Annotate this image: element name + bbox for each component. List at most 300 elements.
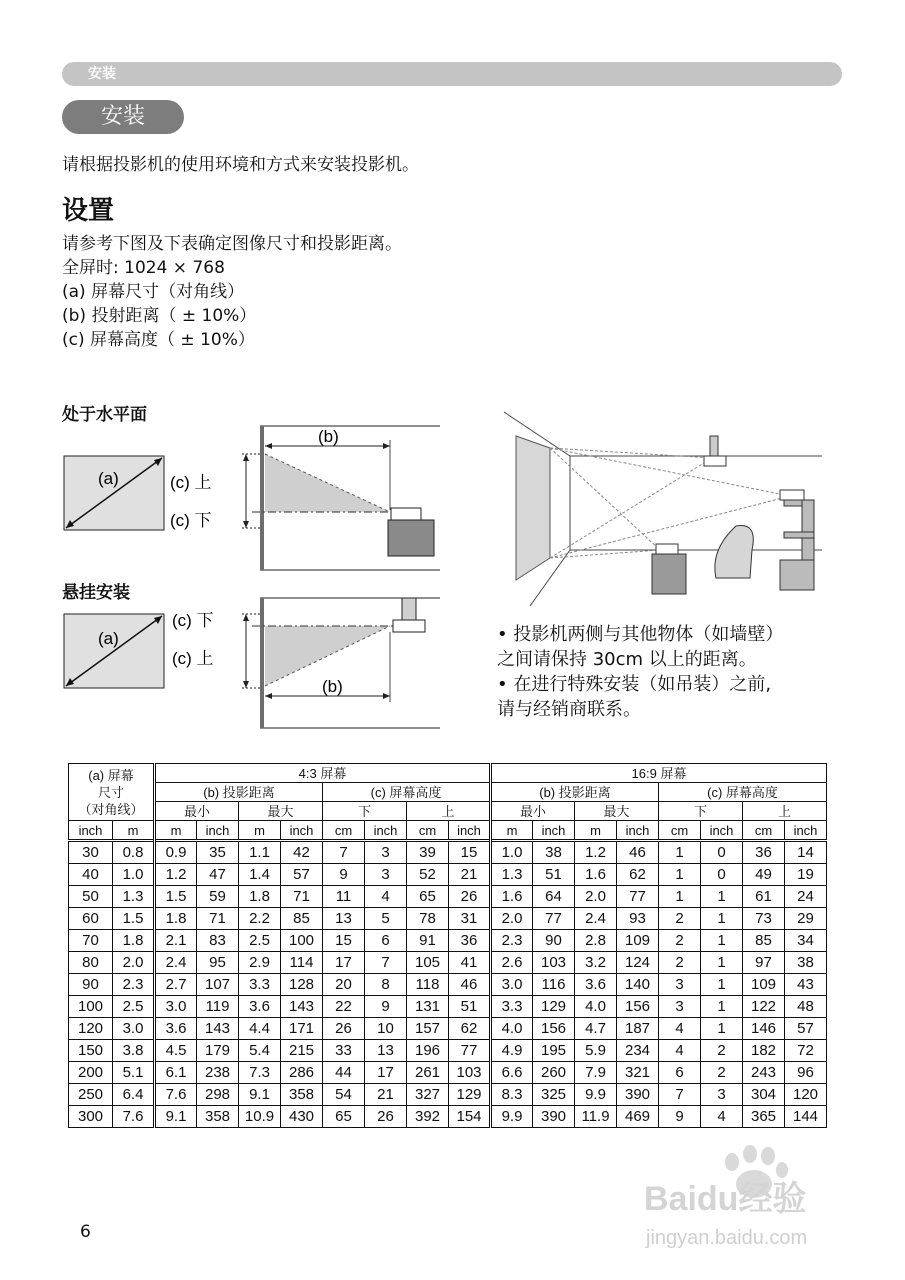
table — [388, 520, 434, 556]
table-cell: 1 — [701, 952, 743, 974]
table-cell: 48 — [785, 996, 827, 1018]
table-cell: 38 — [785, 952, 827, 974]
table-cell: 2.5 — [113, 996, 155, 1018]
table-cell: 2.5 — [239, 930, 281, 952]
table-cell: 1.0 — [113, 864, 155, 886]
min-header: 最小 — [491, 802, 575, 821]
table-cell: 11 — [323, 886, 365, 908]
table-cell: 96 — [785, 1062, 827, 1084]
horizontal-install-diagram — [60, 420, 450, 580]
table-cell: 2.0 — [491, 908, 533, 930]
col-a-header-line: 尺寸 — [97, 784, 124, 800]
table-cell: 26 — [449, 886, 491, 908]
table-cell: 2.4 — [155, 952, 197, 974]
table-cell: 70 — [69, 930, 113, 952]
table-cell: 59 — [197, 886, 239, 908]
table-cell: 3.6 — [239, 996, 281, 1018]
table-cell: 1.3 — [491, 864, 533, 886]
table-cell: 7.9 — [575, 1062, 617, 1084]
table-cell: 157 — [407, 1018, 449, 1040]
table-cell: 51 — [533, 864, 575, 886]
table-cell: 0 — [701, 864, 743, 886]
table-cell: 77 — [533, 908, 575, 930]
table-cell: 7 — [365, 952, 407, 974]
table-cell: 40 — [69, 864, 113, 886]
intro-text: 请根据投影机的使用环境和方式来安装投影机。 — [62, 155, 419, 175]
table-cell: 358 — [281, 1084, 323, 1106]
table-cell: 85 — [743, 930, 785, 952]
section-header-bar — [62, 62, 842, 86]
table-cell: 116 — [533, 974, 575, 996]
unit-header: cm — [659, 821, 701, 841]
col-a-header-line: （对角线） — [78, 801, 144, 817]
note-line: 之间请保持 30cm 以上的距离。 — [497, 649, 757, 670]
suspended-install-diagram — [60, 596, 450, 736]
table-cell: 62 — [449, 1018, 491, 1040]
section-title-pill — [62, 100, 184, 134]
table-cell: 182 — [743, 1040, 785, 1062]
table-cell: 131 — [407, 996, 449, 1018]
table-cell: 9.1 — [155, 1106, 197, 1128]
table-cell: 4 — [701, 1106, 743, 1128]
table-cell: 9 — [659, 1106, 701, 1128]
table-cell: 1.5 — [113, 908, 155, 930]
table-cell: 77 — [449, 1040, 491, 1062]
watermark-brand: Baidu经验 — [644, 1180, 807, 1218]
page-number: 6 — [80, 1222, 91, 1242]
table-cell: 95 — [197, 952, 239, 974]
unit-header: inch — [365, 821, 407, 841]
table-cell: 33 — [323, 1040, 365, 1062]
unit-header: m — [113, 821, 155, 841]
table-cell: 3 — [365, 841, 407, 864]
unit-header: inch — [785, 821, 827, 841]
table-cell: 3 — [659, 974, 701, 996]
table-cell: 365 — [743, 1106, 785, 1128]
table-cell: 77 — [617, 886, 659, 908]
table-cell: 143 — [197, 1018, 239, 1040]
table-cell: 4.7 — [575, 1018, 617, 1040]
table-cell: 3.0 — [491, 974, 533, 996]
max-header: 最大 — [239, 802, 323, 821]
table-cell: 103 — [533, 952, 575, 974]
unit-header: inch — [197, 821, 239, 841]
table-cell: 61 — [743, 886, 785, 908]
table-cell: 171 — [281, 1018, 323, 1040]
table-cell: 119 — [197, 996, 239, 1018]
table-cell: 1 — [659, 841, 701, 864]
table-cell: 14 — [785, 841, 827, 864]
table-cell: 5 — [365, 908, 407, 930]
table-row — [69, 886, 827, 908]
table-cell: 261 — [407, 1062, 449, 1084]
table-cell: 234 — [617, 1040, 659, 1062]
table-cell: 304 — [743, 1084, 785, 1106]
table-cell: 9.9 — [491, 1106, 533, 1128]
table-cell: 128 — [281, 974, 323, 996]
table-cell: 0 — [701, 841, 743, 864]
table-cell: 1.8 — [155, 908, 197, 930]
table-row — [69, 974, 827, 996]
watermark-url: jingyan.baidu.com — [646, 1227, 808, 1249]
table-cell: 120 — [69, 1018, 113, 1040]
table-cell: 195 — [533, 1040, 575, 1062]
baidu-watermark — [640, 1140, 870, 1260]
table-cell: 7.6 — [155, 1084, 197, 1106]
table-cell: 41 — [449, 952, 491, 974]
table-cell: 13 — [323, 908, 365, 930]
table-cell: 118 — [407, 974, 449, 996]
unit-header: inch — [449, 821, 491, 841]
label-c-upper: (c) 上 — [172, 649, 214, 668]
table-cell: 107 — [197, 974, 239, 996]
col-a-header-line: (a) 屏幕 — [88, 767, 134, 783]
col-a-header — [69, 764, 155, 821]
table-cell: 3 — [659, 996, 701, 1018]
table-cell: 90 — [533, 930, 575, 952]
table-cell: 4 — [365, 886, 407, 908]
unit-header: cm — [323, 821, 365, 841]
table-cell: 1.5 — [155, 886, 197, 908]
table-cell: 73 — [743, 908, 785, 930]
table-cell: 179 — [197, 1040, 239, 1062]
table-cell: 91 — [407, 930, 449, 952]
unit-header: m — [239, 821, 281, 841]
table-cell: 327 — [407, 1084, 449, 1106]
table-cell: 4.0 — [491, 1018, 533, 1040]
table-cell: 109 — [743, 974, 785, 996]
table-cell: 39 — [407, 841, 449, 864]
table-cell: 215 — [281, 1040, 323, 1062]
upper-header: 上 — [407, 802, 491, 821]
table-row — [69, 930, 827, 952]
table-cell: 2.0 — [113, 952, 155, 974]
ceiling-projector — [704, 456, 726, 466]
group-4-3-header: 4:3 屏幕 — [155, 764, 491, 783]
table-cell: 17 — [323, 952, 365, 974]
shelf-projector — [780, 490, 804, 500]
table-cell: 1.0 — [491, 841, 533, 864]
table-cell: 1.1 — [239, 841, 281, 864]
table-cell: 5.9 — [575, 1040, 617, 1062]
label-b: (b) — [322, 677, 343, 696]
table-cell: 49 — [743, 864, 785, 886]
unit-header: m — [491, 821, 533, 841]
table-cell: 129 — [533, 996, 575, 1018]
table-cell: 187 — [617, 1018, 659, 1040]
table-cell: 1.3 — [113, 886, 155, 908]
table-cell: 65 — [407, 886, 449, 908]
unit-header: inch — [701, 821, 743, 841]
table-cell: 243 — [743, 1062, 785, 1084]
table-cell: 3.8 — [113, 1040, 155, 1062]
table-cell: 4.0 — [575, 996, 617, 1018]
c-header-43: (c) 屏幕高度 — [323, 783, 491, 802]
table-projector — [656, 544, 678, 554]
table-cell: 1.4 — [239, 864, 281, 886]
table-cell: 2.6 — [491, 952, 533, 974]
table-cell: 6 — [365, 930, 407, 952]
table-cell: 298 — [197, 1084, 239, 1106]
lower-header: 下 — [659, 802, 743, 821]
table-cell: 5.4 — [239, 1040, 281, 1062]
table-cell: 4.9 — [491, 1040, 533, 1062]
table-cell: 390 — [533, 1106, 575, 1128]
table-cell: 9 — [323, 864, 365, 886]
table-cell: 3.6 — [155, 1018, 197, 1040]
table-cell: 71 — [281, 886, 323, 908]
table-cell: 3 — [365, 864, 407, 886]
horizontal-diagram-title: 处于水平面 — [62, 405, 147, 425]
table-cell: 2 — [659, 952, 701, 974]
table-cell: 34 — [785, 930, 827, 952]
unit-header: cm — [407, 821, 449, 841]
table-cell: 1.8 — [239, 886, 281, 908]
unit-header: cm — [743, 821, 785, 841]
table-cell: 10.9 — [239, 1106, 281, 1128]
setup-instructions — [62, 232, 402, 352]
min-header: 最小 — [155, 802, 239, 821]
table-cell: 80 — [69, 952, 113, 974]
table-cell: 4 — [659, 1040, 701, 1062]
lower-header: 下 — [323, 802, 407, 821]
table-cell: 0.8 — [113, 841, 155, 864]
table-cell: 1 — [701, 1018, 743, 1040]
table-cell: 35 — [197, 841, 239, 864]
table-cell: 321 — [617, 1062, 659, 1084]
table-cell: 15 — [449, 841, 491, 864]
unit-header: inch — [69, 821, 113, 841]
setup-line: 请参考下图及下表确定图像尺寸和投影距离。 — [62, 234, 402, 254]
table-cell: 1 — [701, 974, 743, 996]
table-cell: 9.9 — [575, 1084, 617, 1106]
table-cell: 1 — [701, 996, 743, 1018]
table-cell: 52 — [407, 864, 449, 886]
unit-header: inch — [281, 821, 323, 841]
note-line: • 投影机两侧与其他物体（如墙壁） — [497, 624, 784, 645]
label-c-lower: (c) 下 — [172, 611, 214, 630]
table-cell: 6 — [659, 1062, 701, 1084]
table-cell: 78 — [407, 908, 449, 930]
table-cell: 3.3 — [239, 974, 281, 996]
unit-header: m — [575, 821, 617, 841]
table-cell: 7 — [659, 1084, 701, 1106]
table-cell: 43 — [785, 974, 827, 996]
table-cell: 358 — [197, 1106, 239, 1128]
unit-header: inch — [617, 821, 659, 841]
table-cell: 154 — [449, 1106, 491, 1128]
table-cell: 156 — [617, 996, 659, 1018]
table-cell: 46 — [449, 974, 491, 996]
table-cell: 390 — [617, 1084, 659, 1106]
table-cell: 430 — [281, 1106, 323, 1128]
table-cell: 85 — [281, 908, 323, 930]
table-cell: 29 — [785, 908, 827, 930]
table-cell: 11.9 — [575, 1106, 617, 1128]
table-cell: 0.9 — [155, 841, 197, 864]
table-cell: 1 — [659, 864, 701, 886]
table-cell: 6.6 — [491, 1062, 533, 1084]
table-cell: 146 — [743, 1018, 785, 1040]
table-cell: 105 — [407, 952, 449, 974]
table-cell: 1.8 — [113, 930, 155, 952]
table-row — [69, 1040, 827, 1062]
table-cell: 2.1 — [155, 930, 197, 952]
b-header-43: (b) 投影距离 — [155, 783, 323, 802]
table-row — [69, 1084, 827, 1106]
table-cell: 44 — [323, 1062, 365, 1084]
table-cell: 38 — [533, 841, 575, 864]
table-cell: 4.4 — [239, 1018, 281, 1040]
table-cell: 3.2 — [575, 952, 617, 974]
table-cell: 36 — [449, 930, 491, 952]
table-cell: 114 — [281, 952, 323, 974]
table-cell: 2.9 — [239, 952, 281, 974]
table-cell: 30 — [69, 841, 113, 864]
table-cell: 144 — [785, 1106, 827, 1128]
table-cell: 1 — [701, 886, 743, 908]
table-row — [69, 864, 827, 886]
suspended-diagram-title: 悬挂安装 — [62, 583, 130, 603]
max-header: 最大 — [575, 802, 659, 821]
table-cell: 1.2 — [155, 864, 197, 886]
table-cell: 122 — [743, 996, 785, 1018]
room-clearance-illustration — [500, 410, 830, 610]
setup-title: 设置 — [62, 196, 115, 226]
table-cell: 2.0 — [575, 886, 617, 908]
table-cell: 300 — [69, 1106, 113, 1128]
setup-line: (c) 屏幕高度（ ± 10%） — [62, 330, 255, 350]
label-c-upper: (c) 上 — [170, 473, 212, 492]
table-cell: 3.3 — [491, 996, 533, 1018]
setup-line: 全屏时: 1024 × 768 — [62, 258, 225, 278]
table-cell: 50 — [69, 886, 113, 908]
table-cell: 3.0 — [155, 996, 197, 1018]
table-cell: 2.2 — [239, 908, 281, 930]
c-header-169: (c) 屏幕高度 — [659, 783, 827, 802]
table-cell: 9.1 — [239, 1084, 281, 1106]
section-header-label: 安装 — [88, 66, 116, 82]
table-cell: 10 — [365, 1018, 407, 1040]
table-body — [69, 841, 827, 1128]
table-cell: 6.4 — [113, 1084, 155, 1106]
table-cell: 62 — [617, 864, 659, 886]
unit-header: inch — [533, 821, 575, 841]
table-cell: 2.7 — [155, 974, 197, 996]
table-cell: 22 — [323, 996, 365, 1018]
table-cell: 36 — [743, 841, 785, 864]
table-cell: 97 — [743, 952, 785, 974]
table-row — [69, 1106, 827, 1128]
table-cell: 260 — [533, 1062, 575, 1084]
screen-panel — [516, 436, 550, 580]
table-cell: 124 — [617, 952, 659, 974]
table-cell: 2.3 — [491, 930, 533, 952]
table-cell: 21 — [365, 1084, 407, 1106]
table-cell: 65 — [323, 1106, 365, 1128]
table-cell: 17 — [365, 1062, 407, 1084]
table-cell: 103 — [449, 1062, 491, 1084]
table-cell: 5.1 — [113, 1062, 155, 1084]
table-cell: 120 — [785, 1084, 827, 1106]
table-cell: 109 — [617, 930, 659, 952]
table-cell: 250 — [69, 1084, 113, 1106]
table-cell: 238 — [197, 1062, 239, 1084]
table-cell: 7.3 — [239, 1062, 281, 1084]
note-line: • 在进行特殊安装（如吊装）之前, — [497, 674, 772, 695]
table-cell: 1 — [701, 930, 743, 952]
table-cell: 8.3 — [491, 1084, 533, 1106]
table-cell: 1.6 — [491, 886, 533, 908]
table-cell: 24 — [785, 886, 827, 908]
wall-screen — [260, 426, 264, 570]
table-cell: 31 — [449, 908, 491, 930]
table-cell: 3 — [701, 1084, 743, 1106]
table-cell: 100 — [69, 996, 113, 1018]
table-cell: 7 — [323, 841, 365, 864]
table-cell: 19 — [785, 864, 827, 886]
setup-line: (b) 投射距离（ ± 10%） — [62, 306, 257, 326]
group-16-9-header: 16:9 屏幕 — [491, 764, 827, 783]
section-title-label: 安装 — [100, 104, 145, 129]
table-cell: 100 — [281, 930, 323, 952]
table-cell: 325 — [533, 1084, 575, 1106]
upper-header: 上 — [743, 802, 827, 821]
table-cell: 26 — [365, 1106, 407, 1128]
table-cell: 286 — [281, 1062, 323, 1084]
ceiling-mount — [402, 598, 416, 620]
table-row — [69, 841, 827, 864]
table-cell: 2 — [701, 1062, 743, 1084]
table-cell: 2.8 — [575, 930, 617, 952]
setup-line: (a) 屏幕尺寸（对角线） — [62, 282, 245, 302]
table-cell: 93 — [617, 908, 659, 930]
table-cell: 2.4 — [575, 908, 617, 930]
table-cell: 4.5 — [155, 1040, 197, 1062]
table-cell: 2 — [659, 930, 701, 952]
unit-header: m — [155, 821, 197, 841]
projection-distance-table — [68, 763, 827, 1128]
table-cell: 60 — [69, 908, 113, 930]
table-cell: 9 — [365, 996, 407, 1018]
table-cell: 64 — [533, 886, 575, 908]
table-cell: 196 — [407, 1040, 449, 1062]
wall-screen — [260, 598, 264, 728]
table-cell: 1.6 — [575, 864, 617, 886]
table-cell: 7.6 — [113, 1106, 155, 1128]
table-row — [69, 908, 827, 930]
table-cell: 54 — [323, 1084, 365, 1106]
table-cell: 46 — [617, 841, 659, 864]
table-cell: 51 — [449, 996, 491, 1018]
table-cell: 21 — [449, 864, 491, 886]
table-cell: 13 — [365, 1040, 407, 1062]
table-cell: 469 — [617, 1106, 659, 1128]
table-cell: 156 — [533, 1018, 575, 1040]
table-cell: 140 — [617, 974, 659, 996]
table-cell: 42 — [281, 841, 323, 864]
chair — [715, 526, 753, 579]
table-cell: 6.1 — [155, 1062, 197, 1084]
table-cell: 2 — [659, 908, 701, 930]
table-cell: 1 — [701, 908, 743, 930]
table-cell: 90 — [69, 974, 113, 996]
projector — [391, 508, 421, 520]
table-cell: 15 — [323, 930, 365, 952]
label-a: (a) — [98, 469, 119, 488]
table-cell: 150 — [69, 1040, 113, 1062]
table-cell: 20 — [323, 974, 365, 996]
